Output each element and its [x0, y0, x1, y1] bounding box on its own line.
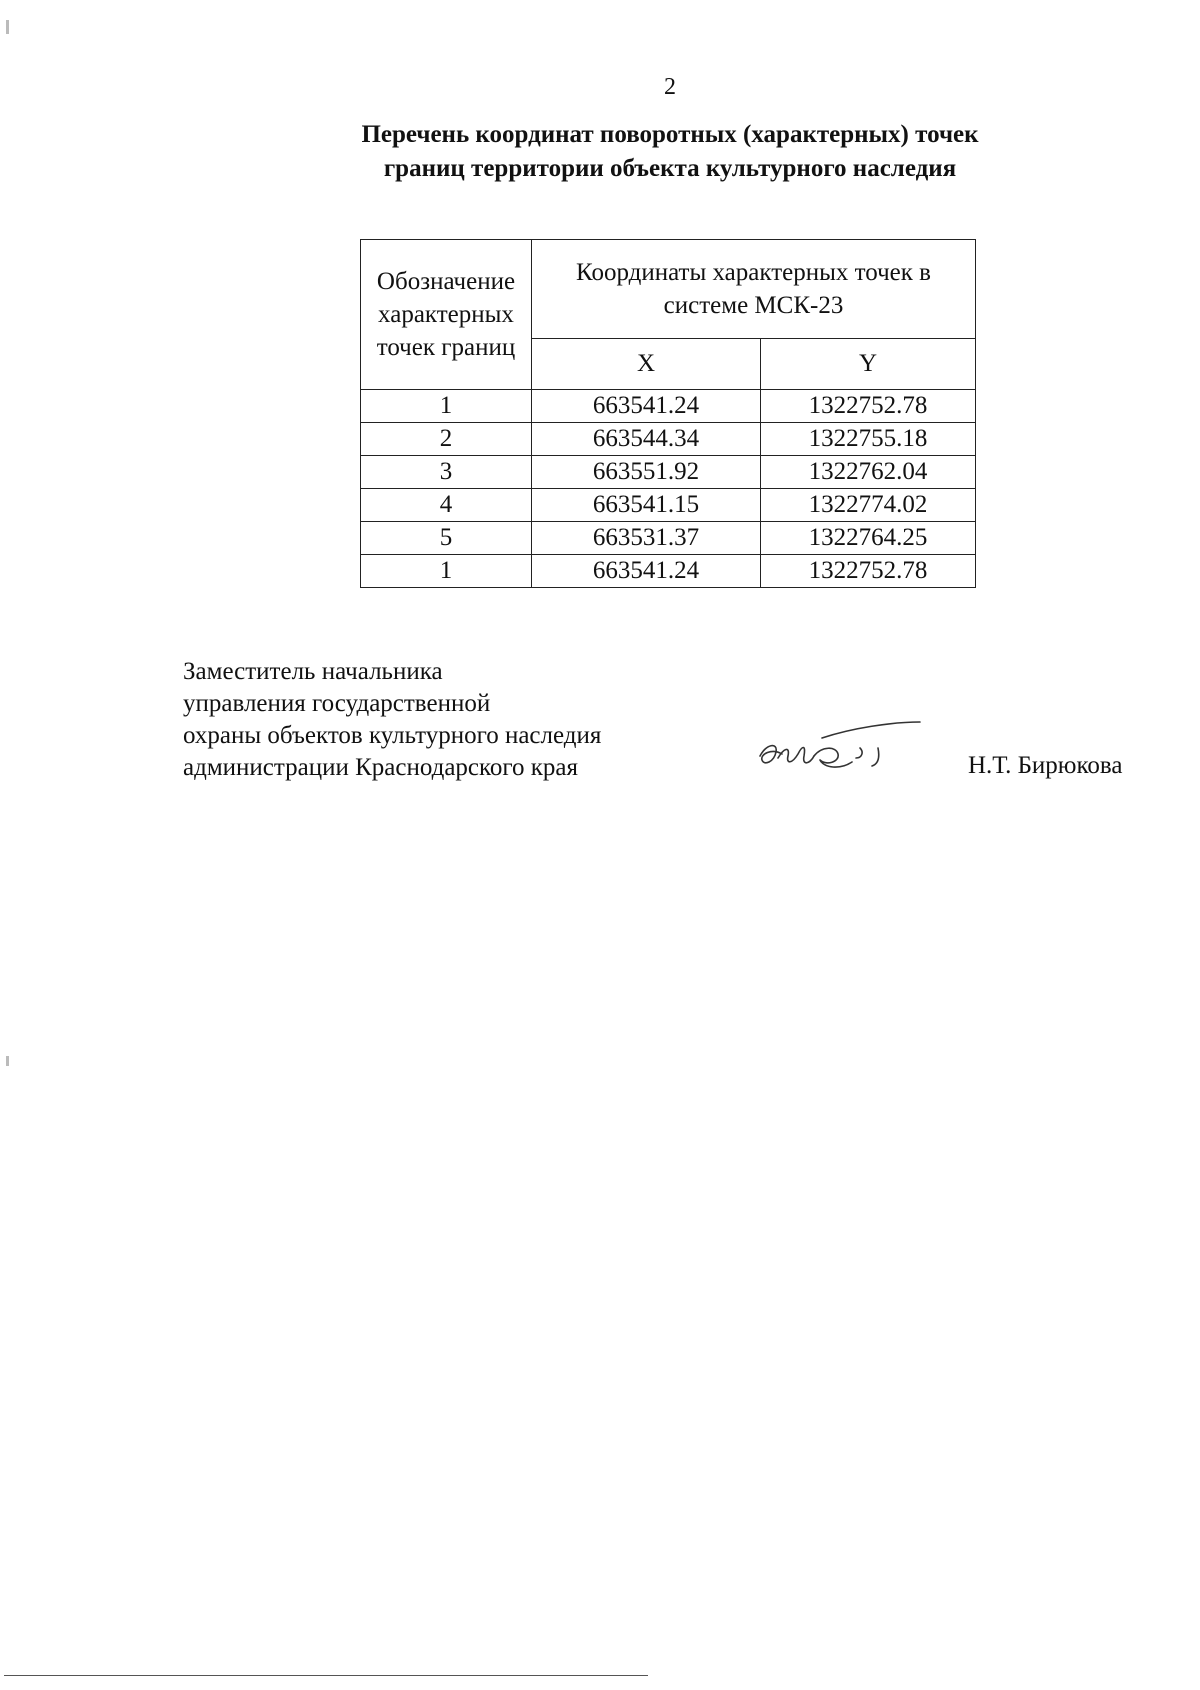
y-cell: 1322752.78 — [761, 555, 976, 588]
scan-margin-mark — [6, 20, 9, 34]
table-row — [361, 390, 976, 423]
table-row — [361, 489, 976, 522]
point-header-line-2: характерных — [378, 301, 514, 328]
y-column-header: Y — [761, 339, 976, 390]
page-number: 2 — [664, 74, 676, 100]
y-cell: 1322755.18 — [761, 423, 976, 456]
handwritten-signature — [752, 718, 922, 788]
y-cell: 1322764.25 — [761, 522, 976, 555]
position-line-2: управления государственной — [183, 690, 491, 717]
position-line-4: администрации Краснодарского края — [183, 754, 579, 781]
x-column-header: X — [532, 339, 761, 390]
point-cell: 1 — [361, 390, 532, 423]
signer-position — [183, 656, 601, 784]
coord-header-line-1: Координаты характерных точек в — [576, 259, 931, 286]
y-cell: 1322774.02 — [761, 489, 976, 522]
table-row — [361, 555, 976, 588]
x-cell: 663541.24 — [532, 555, 761, 588]
point-header-line-1: Обозначение — [376, 268, 516, 295]
coordinates-group-header — [532, 240, 976, 339]
footer-rule — [4, 1675, 648, 1676]
title-line-1: Перечень координат поворотных (характерных) точек — [361, 121, 979, 148]
position-line-3: охраны объектов культурного наследия — [183, 722, 602, 749]
point-cell: 3 — [361, 456, 532, 489]
scan-margin-mark — [6, 1056, 9, 1066]
document-title — [0, 118, 1200, 186]
x-cell: 663541.24 — [532, 390, 761, 423]
point-header-line-3: точек границ — [376, 334, 516, 361]
table-row — [361, 423, 976, 456]
point-cell: 4 — [361, 489, 532, 522]
position-line-1: Заместитель начальника — [183, 658, 443, 685]
x-cell: 663541.15 — [532, 489, 761, 522]
point-designation-header — [361, 240, 532, 390]
point-cell: 2 — [361, 423, 532, 456]
point-cell: 5 — [361, 522, 532, 555]
table-row — [361, 522, 976, 555]
coordinates-table — [360, 239, 976, 588]
coord-header-line-2: системе МСК-23 — [663, 292, 844, 319]
x-cell: 663531.37 — [532, 522, 761, 555]
y-cell: 1322752.78 — [761, 390, 976, 423]
x-cell: 663544.34 — [532, 423, 761, 456]
title-line-2: границ территории объекта культурного наследия — [383, 155, 957, 182]
point-cell: 1 — [361, 555, 532, 588]
signer-name: Н.Т. Бирюкова — [968, 752, 1123, 779]
y-cell: 1322762.04 — [761, 456, 976, 489]
x-cell: 663551.92 — [532, 456, 761, 489]
table-row — [361, 456, 976, 489]
